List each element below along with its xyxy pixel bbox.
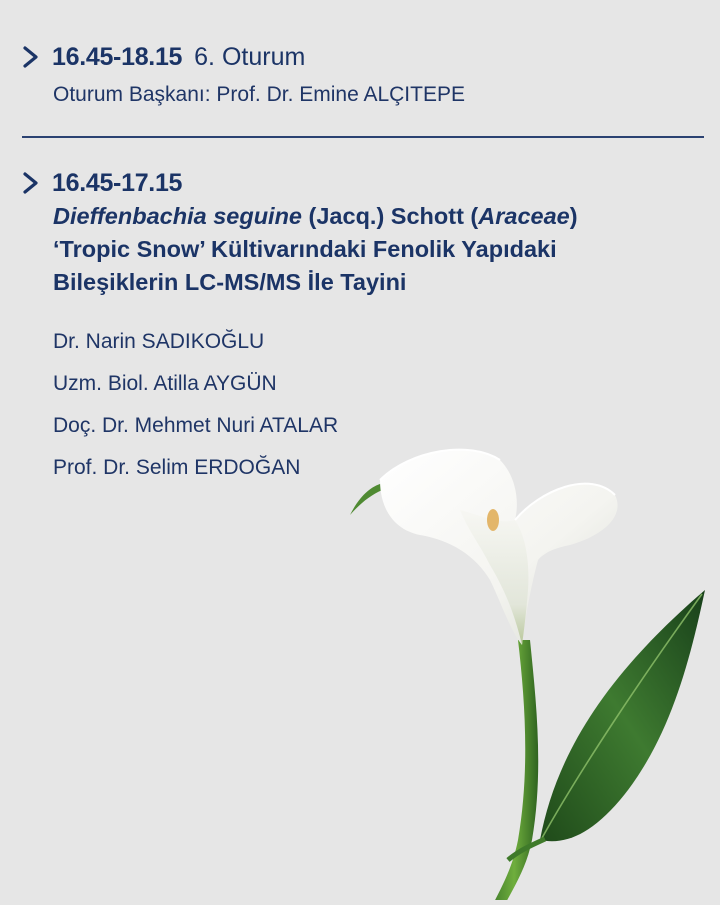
author-item: Uzm. Biol. Atilla AYGÜN	[53, 372, 277, 395]
session-time: 16.45-18.15	[52, 42, 183, 71]
session-chair: Oturum Başkanı: Prof. Dr. Emine ALÇITEPE	[53, 83, 465, 106]
talk-title-line-3: Bileşiklerin LC-MS/MS İle Tayini	[53, 269, 407, 295]
author-item: Prof. Dr. Selim ERDOĞAN	[53, 456, 301, 479]
author-item: Doç. Dr. Mehmet Nuri ATALAR	[53, 414, 339, 437]
talk-time: 16.45-17.15	[52, 168, 183, 197]
talk-title-family: Araceae	[478, 203, 570, 229]
chevron-right-icon	[22, 169, 44, 197]
talk-title-line-2: ‘Tropic Snow’ Kültivarındaki Fenolik Yapıdaki	[53, 236, 557, 262]
session-header	[22, 40, 702, 107]
talk-title-authority: (Jacq.) Schott (	[302, 203, 479, 229]
talk-title-species: Dieffenbachia seguine	[53, 203, 302, 229]
talk-title-line-1	[53, 200, 693, 233]
talk-time-row	[22, 166, 702, 200]
session-row	[22, 40, 702, 74]
talk-title-close-paren: )	[569, 203, 578, 229]
session-name: 6. Oturum	[194, 42, 306, 71]
chevron-right-icon	[22, 43, 44, 71]
divider	[22, 136, 704, 138]
author-item: Dr. Narin SADIKOĞLU	[53, 330, 265, 353]
talk-title	[53, 200, 693, 299]
calla-lily-illustration	[340, 440, 720, 900]
